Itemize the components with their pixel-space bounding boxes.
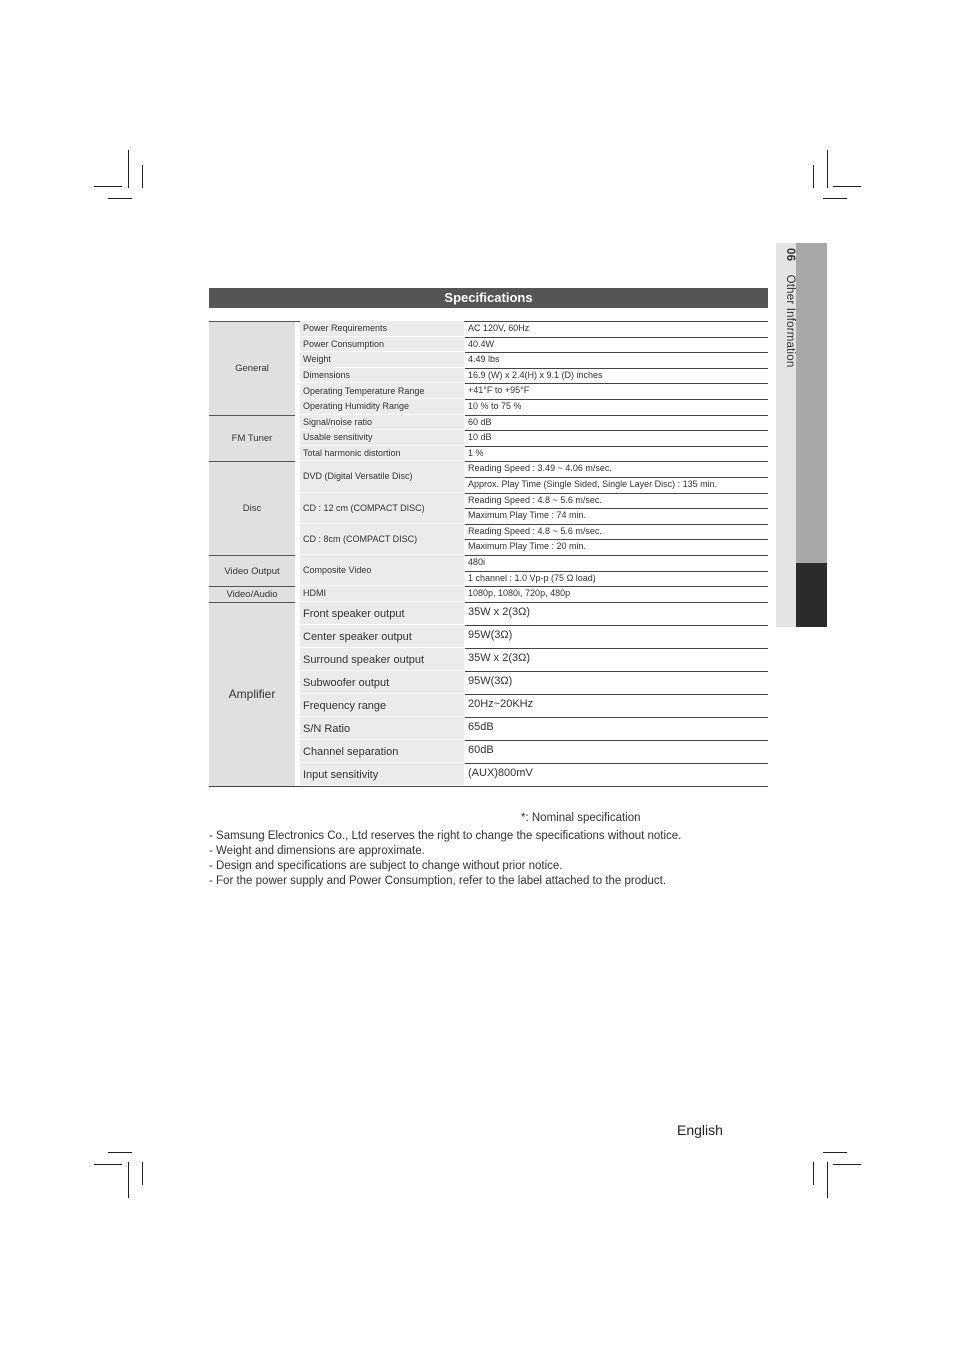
spec-name: Surround speaker output	[300, 648, 464, 671]
spec-row	[300, 493, 768, 524]
spec-value: 60dB	[465, 740, 768, 763]
spec-value: Maximum Play Time : 74 min.	[465, 508, 768, 524]
spec-values	[465, 694, 768, 717]
spec-value: AC 120V, 60Hz	[465, 321, 768, 337]
spec-value: 60 dB	[465, 415, 768, 431]
spec-value: 10 dB	[465, 430, 768, 446]
spec-value: Maximum Play Time : 20 min.	[465, 539, 768, 555]
spec-values	[465, 524, 768, 555]
spec-row	[300, 524, 768, 555]
table-bottom-rule	[209, 786, 768, 787]
spec-group	[209, 586, 768, 602]
spec-group	[209, 555, 768, 586]
spec-values	[465, 625, 768, 648]
spec-row	[300, 740, 768, 763]
spec-name: S/N Ratio	[300, 717, 464, 740]
spec-name: CD : 12 cm (COMPACT DISC)	[300, 493, 464, 524]
spec-name: Input sensitivity	[300, 763, 464, 786]
footer-language: English	[677, 1122, 723, 1138]
spec-row	[300, 337, 768, 353]
spec-value: Reading Speed : 3.49 ~ 4.06 m/sec.	[465, 461, 768, 477]
spec-row	[300, 383, 768, 399]
spec-row	[300, 430, 768, 446]
spec-name: Front speaker output	[300, 602, 464, 625]
spec-group-label: Video/Audio	[209, 586, 295, 602]
side-tab-band	[796, 243, 827, 563]
spec-group-label: Video Output	[209, 555, 295, 586]
side-tab-label	[776, 248, 796, 488]
spec-row	[300, 321, 768, 337]
spec-values	[465, 321, 768, 337]
spec-values	[465, 446, 768, 462]
spec-values	[465, 493, 768, 524]
spec-name: Power Requirements	[300, 321, 464, 337]
spec-row	[300, 555, 768, 586]
spec-name: Operating Humidity Range	[300, 399, 464, 415]
note-item: - Weight and dimensions are approximate.	[209, 845, 425, 857]
spec-row	[300, 648, 768, 671]
spec-name: Center speaker output	[300, 625, 464, 648]
spec-row	[300, 586, 768, 602]
spec-group-label: Amplifier	[209, 602, 295, 786]
spec-value: 16.9 (W) x 2.4(H) x 9.1 (D) inches	[465, 368, 768, 384]
spec-row	[300, 625, 768, 648]
note-item: - Design and specifications are subject to change without prior notice.	[209, 860, 563, 872]
spec-name: CD : 8cm (COMPACT DISC)	[300, 524, 464, 555]
spec-name: Weight	[300, 352, 464, 368]
spec-group	[209, 415, 768, 462]
spec-value: 1 %	[465, 446, 768, 462]
notes-list	[209, 829, 681, 889]
spec-group-label: Disc	[209, 461, 295, 555]
spec-value: Reading Speed : 4.8 ~ 5.6 m/sec.	[465, 493, 768, 509]
spec-values	[465, 671, 768, 694]
spec-row	[300, 399, 768, 415]
spec-value: 10 % to 75 %	[465, 399, 768, 415]
spec-values	[465, 602, 768, 625]
spec-row	[300, 415, 768, 431]
spec-values	[465, 415, 768, 431]
spec-name: Composite Video	[300, 555, 464, 586]
spec-row	[300, 368, 768, 384]
spec-group	[209, 602, 768, 786]
note-item: - Samsung Electronics Co., Ltd reserves the right to change the specifications without notice.	[209, 830, 682, 842]
spec-values	[465, 717, 768, 740]
spec-value: 4.49 lbs	[465, 352, 768, 368]
spec-value: Reading Speed : 4.8 ~ 5.6 m/sec.	[465, 524, 768, 540]
spec-values	[465, 352, 768, 368]
spec-name: Power Consumption	[300, 337, 464, 353]
spec-values	[465, 337, 768, 353]
spec-name: Subwoofer output	[300, 671, 464, 694]
spec-row	[300, 352, 768, 368]
spec-values	[465, 740, 768, 763]
spec-values	[465, 555, 768, 586]
spec-value: 95W(3Ω)	[465, 671, 768, 694]
spec-value: Approx. Play Time (Single Sided, Single Layer Disc) : 135 min.	[465, 477, 768, 493]
spec-values	[465, 461, 768, 492]
spec-group-label: FM Tuner	[209, 415, 295, 462]
spec-name: Frequency range	[300, 694, 464, 717]
spec-value: +41°F to +95°F	[465, 383, 768, 399]
spec-row	[300, 763, 768, 786]
chapter-title: Other Information	[784, 274, 796, 368]
spec-group-label: General	[209, 321, 295, 415]
note-item: - For the power supply and Power Consumption, refer to the label attached to the product.	[209, 875, 667, 887]
spec-value: (AUX)800mV	[465, 763, 768, 786]
spec-value: 480i	[465, 555, 768, 571]
spec-value: 20Hz~20KHz	[465, 694, 768, 717]
spec-value: 35W x 2(3Ω)	[465, 602, 768, 625]
nominal-note: *: Nominal specification	[521, 812, 641, 824]
spec-name: Signal/noise ratio	[300, 415, 464, 431]
page-title: Specifications	[209, 288, 768, 308]
spec-row	[300, 461, 768, 492]
spec-name: Channel separation	[300, 740, 464, 763]
spec-name: Total harmonic distortion	[300, 446, 464, 462]
spec-values	[465, 368, 768, 384]
spec-values	[465, 383, 768, 399]
spec-value: 35W x 2(3Ω)	[465, 648, 768, 671]
spec-values	[465, 648, 768, 671]
spec-name: DVD (Digital Versatile Disc)	[300, 461, 464, 492]
spec-name: Usable sensitivity	[300, 430, 464, 446]
spec-values	[465, 763, 768, 786]
spec-row	[300, 694, 768, 717]
spec-name: HDMI	[300, 586, 464, 602]
spec-values	[465, 586, 768, 602]
spec-values	[465, 430, 768, 446]
spec-value: 95W(3Ω)	[465, 625, 768, 648]
spec-name: Operating Temperature Range	[300, 383, 464, 399]
side-tab-marker	[796, 563, 827, 627]
spec-value: 1 channel : 1.0 Vp-p (75 Ω load)	[465, 571, 768, 587]
spec-value: 65dB	[465, 717, 768, 740]
spec-name: Dimensions	[300, 368, 464, 384]
spec-row	[300, 446, 768, 462]
spec-row	[300, 602, 768, 625]
spec-row	[300, 671, 768, 694]
spec-group	[209, 461, 768, 555]
chapter-number: 06	[784, 248, 796, 262]
spec-values	[465, 399, 768, 415]
spec-value: 40.4W	[465, 337, 768, 353]
spec-group	[209, 321, 768, 415]
spec-value: 1080p, 1080i, 720p, 480p	[465, 586, 768, 602]
spec-row	[300, 717, 768, 740]
